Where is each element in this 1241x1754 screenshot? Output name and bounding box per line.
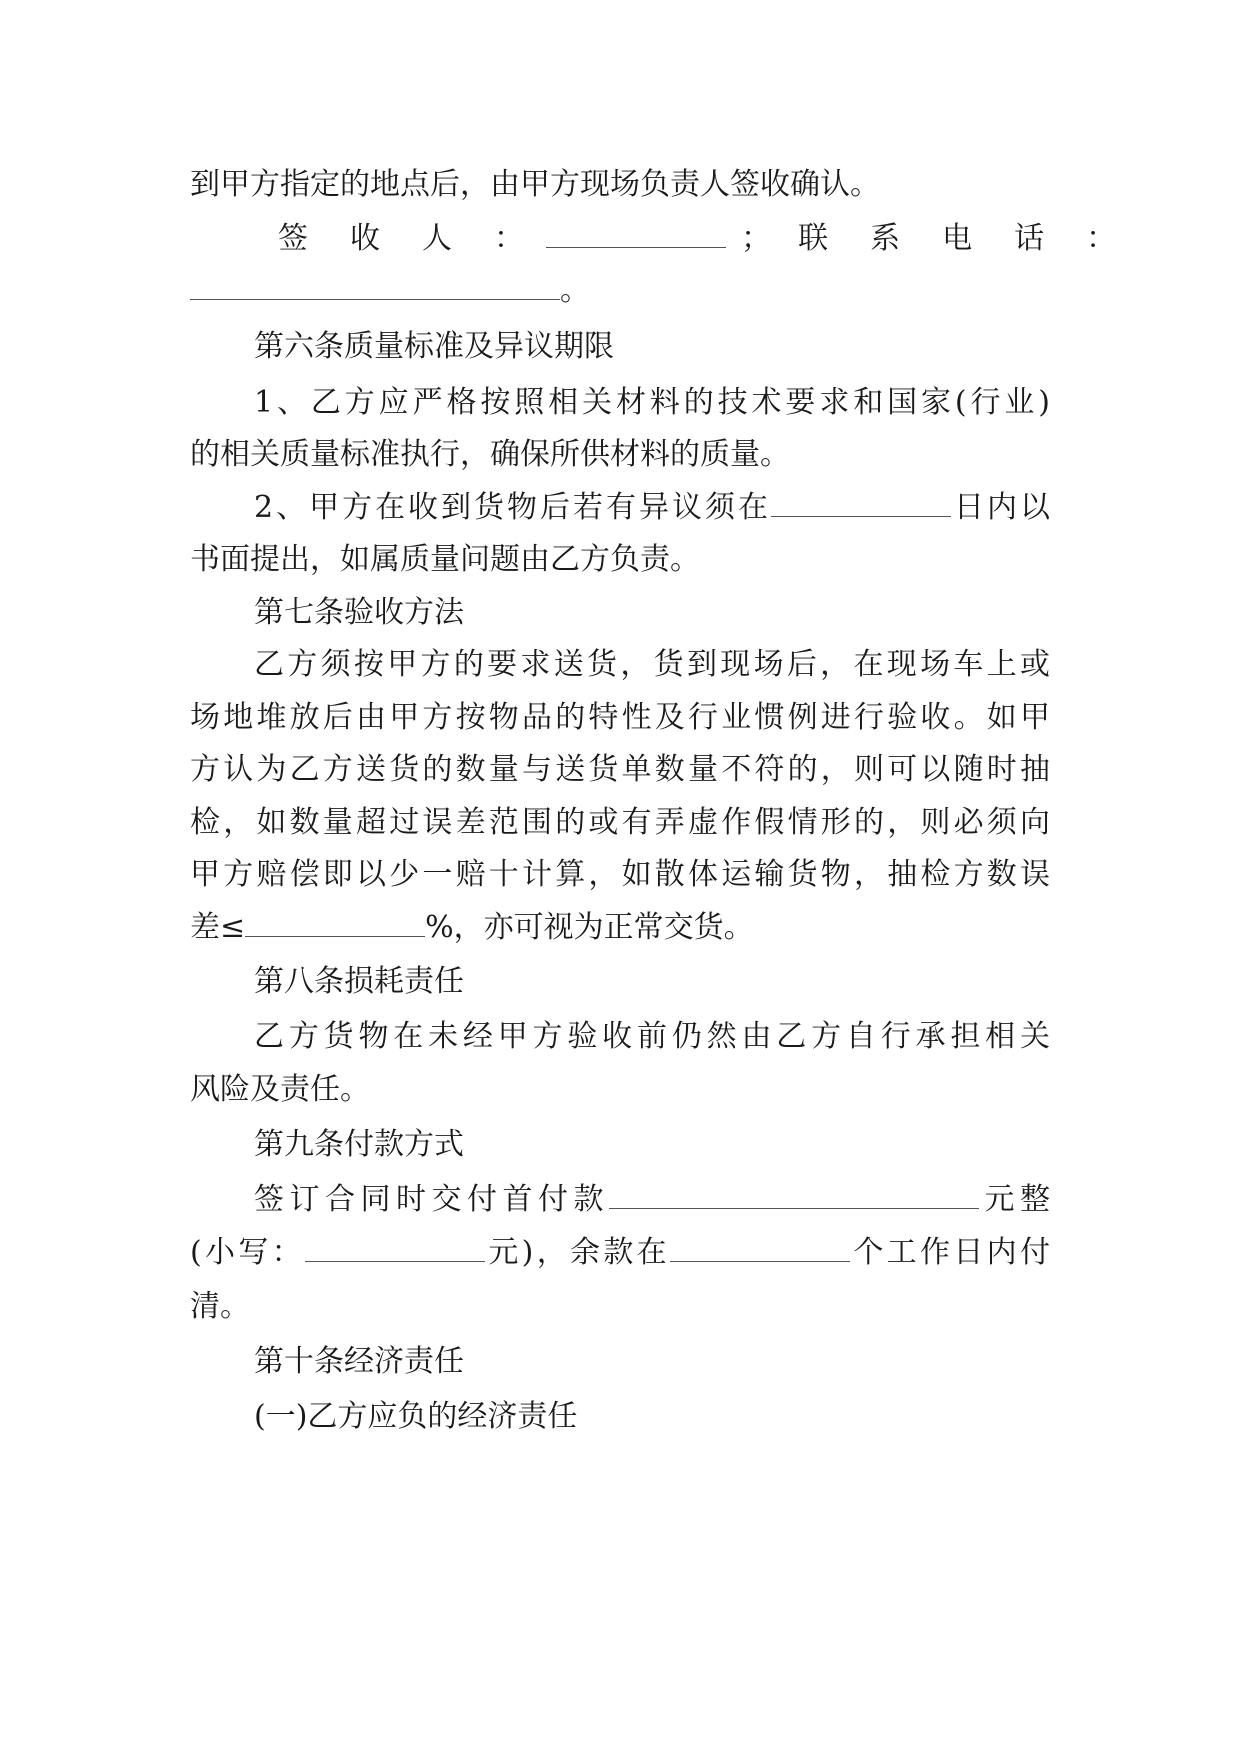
paragraph-text: 检，如数量超过误差范围的或有弄虚作假情形的，则必须向 <box>190 805 1050 840</box>
heading-text: 第六条质量标准及异议期限 <box>254 329 614 364</box>
text-line <box>190 903 1050 953</box>
paragraph-text: 签订合同时交付首付款 <box>254 1182 609 1217</box>
text-line <box>190 430 1050 480</box>
paragraph-text: 甲方赔偿即以少一赔十计算，如散体运输货物，抽检方数误 <box>190 857 1050 892</box>
text-line <box>254 640 1050 690</box>
heading-text: 第九条付款方式 <box>254 1127 464 1162</box>
percent-blank <box>245 912 425 937</box>
heading-text: 第七条验收方法 <box>254 595 464 630</box>
section-heading-10 <box>254 1337 1050 1387</box>
section-heading-7 <box>254 588 1050 638</box>
paragraph-text: 个工作日内付 <box>850 1235 1050 1270</box>
paragraph-text: 元)，余款在 <box>485 1235 671 1270</box>
heading-text: (一)乙方应负的经济责任 <box>254 1399 578 1434</box>
paragraph-text: 元整 <box>979 1182 1050 1217</box>
paragraph-text: 书面提出，如属质量问题由乙方负责。 <box>190 542 700 577</box>
document-page <box>190 0 1123 1754</box>
paragraph-text: 方认为乙方送货的数量与送货单数量不符的，则可以随时抽 <box>190 752 1050 787</box>
paragraph-text: 乙方须按甲方的要求送货，货到现场后，在现场车上或 <box>254 647 1050 682</box>
signer-line <box>278 214 1123 264</box>
paragraph-text: 1、乙方应严格按照相关材料的技术要求和国家(行业) <box>254 385 1050 420</box>
section-heading-8 <box>254 957 1050 1007</box>
signer-label: 签 收 人 ： <box>278 221 530 256</box>
paragraph-text: 2、甲方在收到货物后若有异议须在 <box>254 490 772 525</box>
phone-blank <box>190 275 560 300</box>
paragraph-text: 的相关质量标准执行，确保所供材料的质量。 <box>190 437 790 472</box>
paragraph-text: 风险及责任。 <box>190 1072 370 1107</box>
text-line <box>190 693 1050 743</box>
text-line <box>190 850 1050 900</box>
paragraph-text: 差≤ <box>190 910 246 945</box>
paragraph-text: (小写： <box>190 1235 306 1270</box>
signer-blank <box>546 223 726 248</box>
text-line <box>254 483 1050 533</box>
text-line <box>190 798 1050 848</box>
paragraph-text: 场地堆放后由甲方按物品的特性及行业惯例进行验收。如甲 <box>190 700 1050 735</box>
line-end: 。 <box>560 273 590 308</box>
text-line <box>254 1175 1050 1225</box>
text-line <box>190 535 1050 585</box>
down-payment-blank <box>609 1184 979 1209</box>
text-line <box>190 1065 1050 1115</box>
amount-small-blank <box>305 1237 485 1262</box>
paragraph-text: 日内以 <box>951 490 1051 525</box>
phone-label: ； 联 系 电 话 ： <box>741 221 1123 256</box>
subsection-heading <box>254 1392 1050 1442</box>
workdays-blank <box>670 1237 850 1262</box>
paragraph-text: 到甲方指定的地点后，由甲方现场负责人签收确认。 <box>190 167 880 202</box>
days-blank <box>771 492 951 517</box>
heading-text: 第十条经济责任 <box>254 1344 464 1379</box>
text-line <box>190 1228 1050 1278</box>
text-line <box>254 1012 1050 1062</box>
section-heading-9 <box>254 1120 1050 1170</box>
phone-line <box>190 266 1050 316</box>
text-line <box>190 745 1050 795</box>
text-line <box>190 160 1050 210</box>
paragraph-text: 乙方货物在未经甲方验收前仍然由乙方自行承担相关 <box>254 1019 1050 1054</box>
text-line <box>254 378 1050 428</box>
paragraph-text: %，亦可视为正常交货。 <box>425 910 754 945</box>
text-line <box>190 1282 1050 1332</box>
paragraph-text: 清。 <box>190 1289 250 1324</box>
heading-text: 第八条损耗责任 <box>254 964 464 999</box>
section-heading-6 <box>254 322 1050 372</box>
